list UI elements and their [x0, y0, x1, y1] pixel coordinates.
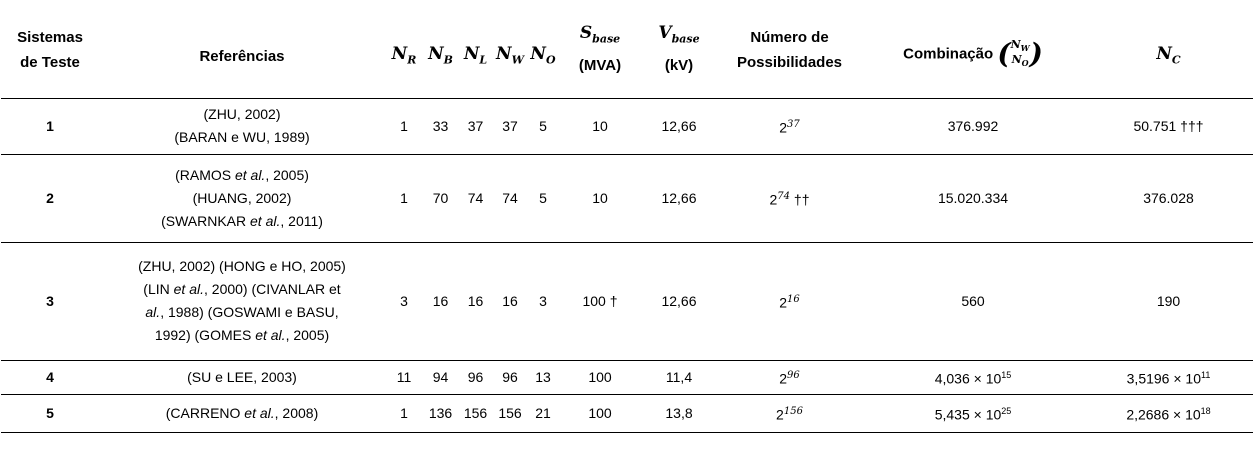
vbase-unit: (kV): [664, 57, 694, 75]
nb-cell: 16: [432, 292, 449, 309]
referencias-cell: [99, 98, 385, 154]
header-row: [1, 2, 1253, 98]
header-sistemas-line2: de Teste: [20, 53, 80, 71]
vbase-base: V: [658, 23, 672, 44]
sbase-cell: 100: [588, 404, 612, 421]
systems-table: [1, 2, 1253, 433]
nw-base: N: [496, 43, 512, 64]
sbase-sub: base: [592, 32, 621, 46]
nr-cell: 1: [400, 189, 408, 206]
header-referencias-label: Referências: [199, 48, 285, 66]
nr-cell: 3: [400, 292, 408, 309]
possibilidades-base: 2: [776, 406, 784, 423]
combinacao-base: 5,435 × 10: [934, 406, 1002, 423]
header-sistemas: [1, 2, 99, 98]
combinacao-cell: [862, 394, 1084, 432]
table-row: [1, 360, 1253, 394]
nr-cell: 1: [400, 117, 408, 134]
nl-cell: 37: [467, 117, 484, 134]
combinacao-cell: [862, 98, 1084, 154]
header-nb: [423, 2, 458, 98]
possibilidades-cell: [717, 154, 862, 242]
combinacao-base: 560: [961, 292, 985, 309]
possibilidades-exp: 37: [787, 118, 800, 130]
nb-cell: 136: [428, 404, 453, 421]
referencias-cell: [99, 394, 385, 432]
nb-cell: 33: [432, 117, 449, 134]
vbase-cell: 13,8: [665, 404, 693, 421]
combinacao-cell: [862, 154, 1084, 242]
reference-line: al., 1988) (GOSWAMI e BASU,: [145, 304, 339, 320]
sbase-cell: 10: [592, 189, 608, 206]
nr-base: N: [391, 43, 408, 64]
nc-base: N: [1156, 43, 1172, 64]
no-base: N: [530, 43, 546, 64]
reference-line: (HUANG, 2002): [192, 189, 292, 206]
reference-line: (CARRENO et al., 2008): [165, 404, 319, 421]
nb-base: N: [428, 43, 444, 64]
nc-cell: [1084, 154, 1253, 242]
no-cell: 13: [535, 368, 551, 385]
possibilidades-base: 2: [779, 294, 788, 311]
no-sub: O: [545, 52, 556, 66]
nr-cell: 1: [400, 404, 408, 421]
reference-line: (BARAN e WU, 1989): [174, 129, 310, 145]
sistema-cell: 2: [46, 189, 54, 206]
possibilidades-base: 2: [769, 191, 778, 208]
reference-line: (ZHU, 2002) (HONG e HO, 2005): [138, 258, 346, 274]
possibilidades-cell: [717, 360, 862, 394]
nr-sub: R: [407, 52, 417, 66]
possibilidades-exp: 74: [777, 190, 791, 202]
nl-cell: 96: [467, 368, 484, 385]
sbase-unit: (MVA): [578, 57, 622, 75]
table-row: [1, 394, 1253, 432]
header-nw: [493, 2, 527, 98]
nc-value: 2,2686 × 10: [1126, 406, 1201, 423]
nw-cell: 156: [498, 404, 522, 421]
nw-cell: 96: [502, 368, 518, 385]
sbase-base: S: [579, 23, 593, 44]
combinacao-exp: 15: [1001, 369, 1012, 380]
vbase-sub: base: [671, 32, 700, 46]
binom-top-sub: W: [1020, 42, 1030, 53]
combinacao-exp: 25: [1001, 405, 1012, 416]
nc-value: 50.751 †††: [1133, 117, 1204, 134]
nr-cell: 11: [396, 368, 412, 385]
sistema-cell: 5: [46, 404, 54, 421]
nc-value: 190: [1156, 292, 1181, 309]
header-sistemas-line1: Sistemas: [17, 28, 83, 46]
possibilidades-exp: 156: [783, 405, 803, 417]
nc-cell: [1084, 360, 1253, 394]
combinacao-cell: [862, 242, 1084, 360]
possibilidades-cell: [717, 98, 862, 154]
sistema-cell: 3: [46, 292, 54, 309]
binom-bottom: N: [1011, 52, 1022, 66]
header-nr: [385, 2, 423, 98]
table-row: [1, 154, 1253, 242]
nc-cell: [1084, 394, 1253, 432]
table-row: [1, 98, 1253, 154]
header-referencias: [99, 2, 385, 98]
reference-line: (RAMOS et al., 2005): [175, 166, 309, 183]
nb-cell: 94: [432, 368, 449, 385]
header-nc: [1084, 2, 1253, 98]
possibilidades-line2: Possibilidades: [736, 53, 843, 71]
possibilidades-cell: [717, 242, 862, 360]
combinacao-label: Combinação: [903, 45, 994, 63]
possibilidades-cell: [717, 394, 862, 432]
sbase-cell: 100 †: [582, 292, 618, 309]
no-cell: 5: [539, 117, 547, 134]
vbase-cell: 12,66: [661, 189, 697, 206]
no-cell: 3: [539, 292, 547, 309]
header-no: [527, 2, 559, 98]
possibilidades-base: 2: [779, 370, 788, 387]
sbase-cell: 100: [588, 368, 612, 385]
sbase-cell: 10: [592, 117, 608, 134]
nc-cell: [1084, 242, 1253, 360]
nl-base: N: [463, 43, 480, 64]
nw-cell: 37: [502, 117, 518, 134]
header-possibilidades: [717, 2, 862, 98]
vbase-cell: 12,66: [661, 117, 697, 134]
nb-sub: B: [443, 52, 453, 66]
nl-cell: 74: [467, 189, 484, 206]
combinacao-base: 4,036 × 10: [934, 370, 1002, 387]
combinacao-base: 376.992: [947, 117, 999, 134]
nw-cell: 16: [502, 292, 518, 309]
nc-sub: C: [1171, 52, 1181, 66]
combinacao-cell: [862, 360, 1084, 394]
sistema-cell: 1: [46, 117, 54, 134]
sistema-cell: 4: [46, 368, 54, 385]
reference-line: (SU e LEE, 2003): [187, 368, 297, 385]
no-cell: 5: [539, 189, 547, 206]
reference-line: (LIN et al., 2000) (CIVANLAR et: [143, 281, 341, 297]
referencias-cell: [99, 360, 385, 394]
reference-line: (SWARNKAR et al., 2011): [161, 212, 323, 229]
no-cell: 21: [535, 404, 551, 421]
vbase-cell: 11,4: [665, 368, 693, 385]
nl-cell: 16: [467, 292, 484, 309]
possibilidades-exp: 16: [787, 293, 800, 305]
reference-line: 1992) (GOMES et al., 2005): [154, 327, 330, 343]
header-combinacao: [862, 2, 1084, 98]
nc-exp: 18: [1200, 405, 1211, 416]
table-row: [1, 242, 1253, 360]
header-nl: [458, 2, 493, 98]
binom-top: N: [1010, 37, 1021, 51]
reference-line: (ZHU, 2002): [203, 106, 281, 122]
nw-cell: 74: [502, 189, 518, 206]
nc-cell: [1084, 98, 1253, 154]
binom-close-paren: ): [1029, 36, 1043, 70]
binom-open-paren: (: [997, 36, 1011, 70]
combinacao-base: 15.020.334: [937, 189, 1009, 206]
possibilidades-mark: ††: [790, 191, 810, 208]
referencias-cell: [99, 154, 385, 242]
vbase-cell: 12,66: [661, 292, 697, 309]
nl-sub: L: [479, 52, 488, 66]
nc-exp: 11: [1201, 369, 1211, 380]
binom-values: [1011, 39, 1030, 69]
possibilidades-base: 2: [779, 119, 788, 136]
nb-cell: 70: [432, 189, 449, 206]
possibilidades-line1: Número de: [750, 28, 829, 46]
nc-value: 376.028: [1143, 189, 1194, 206]
nw-sub: W: [511, 52, 524, 66]
binom-bottom-sub: O: [1021, 57, 1029, 68]
header-sbase: [559, 2, 641, 98]
header-vbase: [641, 2, 717, 98]
nl-cell: 156: [463, 404, 488, 421]
possibilidades-exp: 96: [787, 369, 800, 381]
nc-value: 3,5196 × 10: [1126, 370, 1201, 387]
referencias-cell: [99, 242, 385, 360]
